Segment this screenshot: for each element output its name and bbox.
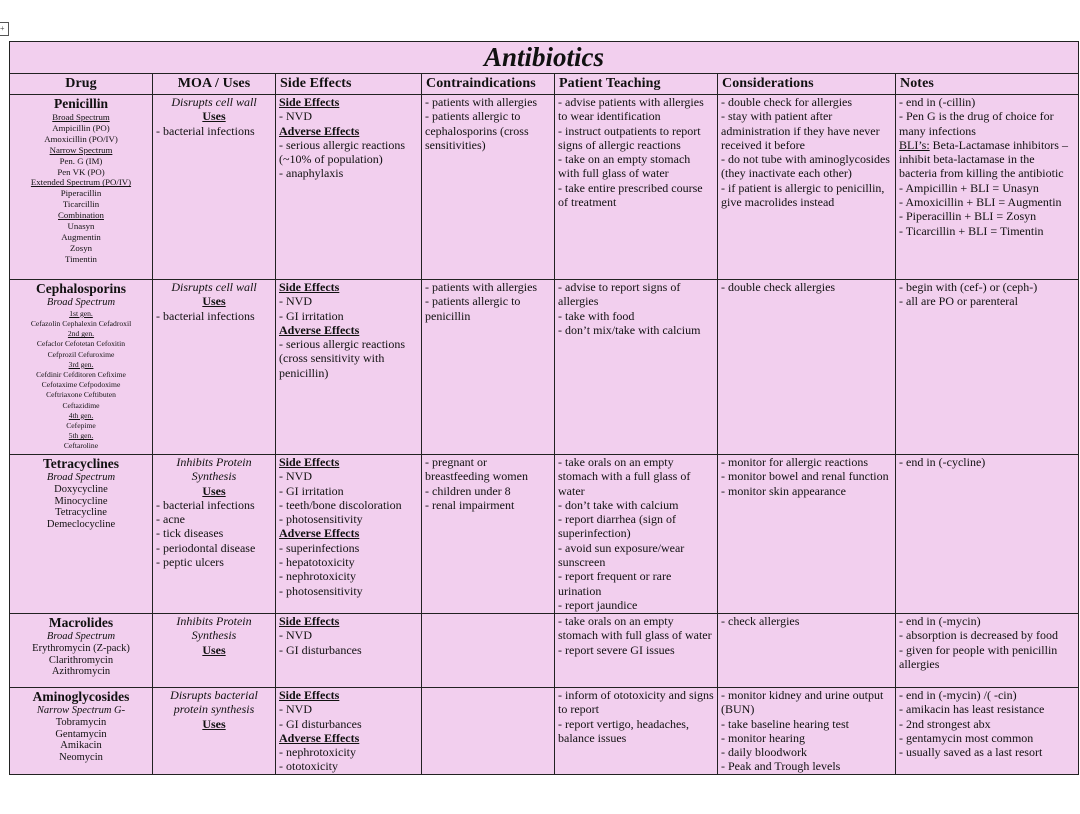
note-item: - given for people with penicillin allergies bbox=[899, 642, 1058, 671]
bli-label: BLI’s: bbox=[899, 137, 930, 152]
drug-line: 4th gen. bbox=[68, 410, 94, 420]
use-item: - tick diseases bbox=[156, 526, 224, 541]
drug-line: Piperacillin bbox=[60, 188, 102, 199]
drug-line: Clarithromycin bbox=[48, 654, 114, 666]
drug-name: Cephalosporins bbox=[35, 281, 127, 296]
teaching-item: - report diarrhea (sign of superinfection) bbox=[558, 512, 676, 541]
drug-line: Erythromycin (Z-pack) bbox=[32, 642, 130, 654]
contraindications-cell bbox=[422, 614, 555, 688]
drug-line: Doxycycline bbox=[54, 483, 108, 495]
moa-text: Disrupts cell wall bbox=[171, 280, 257, 294]
moa-uses-cell bbox=[153, 688, 276, 775]
drug-line: Narrow Spectrum bbox=[49, 144, 113, 155]
side-effect-item: - teeth/bone discoloration bbox=[279, 497, 402, 512]
note-item: - end in (-mycin) /( -cin) bbox=[899, 688, 1017, 702]
drug-line: Tobramycin bbox=[55, 716, 107, 728]
teaching-item: - take orals on an empty stomach with a full glass of water bbox=[558, 455, 691, 498]
side-effects-label: Side Effects bbox=[279, 280, 340, 294]
moa-uses-cell bbox=[153, 280, 276, 455]
note-item: - end in (-mycin) bbox=[899, 614, 981, 628]
drug-line: Ampicillin (PO) bbox=[52, 122, 110, 133]
drug-cell bbox=[10, 688, 153, 775]
use-item: - bacterial infections bbox=[156, 308, 255, 323]
consideration-item: - monitor kidney and urine output (BUN) bbox=[721, 688, 884, 717]
side-effect-item: - NVD bbox=[279, 294, 312, 309]
note-item: - absorption is decreased by food bbox=[899, 628, 1058, 643]
side-effects-label: Side Effects bbox=[279, 688, 340, 702]
drug-line: Unasyn bbox=[67, 221, 95, 232]
drug-line: Demeclocycline bbox=[46, 519, 116, 531]
teaching-item: - inform of ototoxicity and signs to report bbox=[558, 688, 714, 717]
drug-line: Minocycline bbox=[54, 495, 108, 507]
note-item: - 2nd strongest abx bbox=[899, 716, 991, 731]
drug-line: Zosyn bbox=[70, 242, 92, 253]
consideration-item: - monitor bowel and renal function bbox=[721, 469, 889, 484]
consideration-item: - check allergies bbox=[721, 614, 800, 628]
consideration-item: - if patient is allergic to penicillin, give macrolides instead bbox=[721, 180, 885, 210]
drug-line: Neomycin bbox=[59, 752, 103, 764]
adverse-effects-label: Adverse Effects bbox=[279, 730, 360, 745]
header-contraindications: Contraindications bbox=[422, 74, 555, 95]
teaching-item: - take with food bbox=[558, 308, 635, 323]
drug-line: 1st gen. bbox=[69, 308, 93, 318]
adverse-effect-item: - serious allergic reactions (cross sensitivity with penicillin) bbox=[279, 337, 406, 380]
contraindication-item: - children under 8 bbox=[425, 483, 511, 498]
note-item: - gentamycin most common bbox=[899, 730, 1034, 745]
table-row bbox=[10, 455, 1079, 614]
drug-line: Amoxicillin (PO/IV) bbox=[44, 133, 118, 144]
use-item: - acne bbox=[156, 512, 185, 527]
notes-cell bbox=[896, 280, 1079, 455]
side-effect-item: - photosensitivity bbox=[279, 512, 363, 527]
teaching-item: - instruct outpatients to report signs of allergic reactions bbox=[558, 123, 701, 152]
header-considerations: Considerations bbox=[718, 74, 896, 95]
teaching-item: - take entire prescribed course of treatment bbox=[558, 180, 703, 210]
drug-line: Azithromycin bbox=[51, 666, 111, 678]
moa-text: Inhibits Protein Synthesis bbox=[176, 614, 252, 643]
use-item: - peptic ulcers bbox=[156, 555, 224, 570]
adverse-effects-label: Adverse Effects bbox=[279, 526, 360, 541]
considerations-cell bbox=[718, 95, 896, 280]
teaching-item: - don’t take with calcium bbox=[558, 497, 679, 512]
adverse-effect-item: - photosensitivity bbox=[279, 583, 363, 598]
teaching-item: - advise patients with allergies to wear identification bbox=[558, 95, 704, 124]
moa-text: Inhibits Protein Synthesis bbox=[176, 455, 252, 484]
moa-text: Disrupts cell wall bbox=[171, 95, 257, 109]
drug-line: Cefaclor Cefotetan Cefoxitin bbox=[36, 339, 126, 349]
drug-line: Ticarcillin bbox=[62, 199, 100, 210]
drug-line: Combination bbox=[58, 210, 104, 221]
drug-line: Cefazolin Cephalexin Cefadroxil bbox=[30, 319, 132, 328]
drug-line: Broad Spectrum bbox=[52, 112, 110, 122]
moa-uses-cell bbox=[153, 95, 276, 280]
uses-label: Uses bbox=[202, 294, 226, 309]
drug-line: Timentin bbox=[65, 253, 97, 264]
note-item: - all are PO or parenteral bbox=[899, 294, 1018, 309]
table-row bbox=[10, 614, 1079, 688]
side-effect-item: - NVD bbox=[279, 702, 312, 717]
note-item: - Ampicillin + BLI = Unasyn bbox=[899, 180, 1039, 195]
header-drug: Drug bbox=[10, 74, 153, 95]
table-title-cell bbox=[10, 42, 1079, 74]
moa-text: Disrupts bacterial protein synthesis bbox=[170, 688, 258, 717]
teaching-item: - report severe GI issues bbox=[558, 642, 675, 657]
notes-cell bbox=[896, 614, 1079, 688]
contraindication-item: - patients allergic to cephalosporins (cross sensitivities) bbox=[425, 109, 529, 152]
drug-cell bbox=[10, 455, 153, 614]
drug-name: Tetracyclines bbox=[43, 456, 119, 471]
side-effect-item: - NVD bbox=[279, 469, 312, 484]
adverse-effect-item: - nephrotoxicity bbox=[279, 569, 356, 584]
drug-line: Ceftazidime bbox=[62, 400, 100, 410]
side-effect-item: - GI disturbances bbox=[279, 716, 362, 731]
table-title: Antibiotics bbox=[484, 42, 605, 72]
drug-line: Pen VK (PO) bbox=[57, 166, 105, 177]
contraindication-item: - patients allergic to penicillin bbox=[425, 294, 521, 323]
teaching-item: - take orals on an empty stomach with full glass of water bbox=[558, 614, 712, 643]
consideration-item: - take baseline hearing test bbox=[721, 716, 849, 731]
note-item: - Piperacillin + BLI = Zosyn bbox=[899, 209, 1037, 224]
consideration-item: - monitor hearing bbox=[721, 730, 805, 745]
notes-cell bbox=[896, 688, 1079, 775]
teaching-item: - report frequent or rare urination bbox=[558, 569, 672, 598]
drug-line: Narrow Spectrum G- bbox=[36, 705, 126, 716]
side-effect-item: - NVD bbox=[279, 109, 312, 124]
contraindication-item: - pregnant or breastfeeding women bbox=[425, 455, 528, 484]
drug-cell bbox=[10, 95, 153, 280]
notes-cell bbox=[896, 95, 1079, 280]
contraindication-item: - renal impairment bbox=[425, 497, 515, 512]
consideration-item: - Peak and Trough levels bbox=[721, 759, 841, 774]
side-effects-cell bbox=[276, 280, 422, 455]
note-item: - end in (-cycline) bbox=[899, 455, 986, 469]
drug-name: Macrolides bbox=[48, 615, 114, 630]
contraindications-cell bbox=[422, 688, 555, 775]
adverse-effect-item: - ototoxicity bbox=[279, 759, 338, 774]
drug-line: Ceftriaxone Ceftibuten bbox=[46, 390, 116, 400]
drug-line: Cefprozil Cefuroxime bbox=[47, 349, 115, 359]
notes-cell bbox=[896, 455, 1079, 614]
note-item: - Pen G is the drug of choice for many infections bbox=[899, 109, 1054, 138]
header-row bbox=[10, 74, 1079, 95]
side-effect-item: - NVD bbox=[279, 628, 312, 643]
header-moa-uses: MOA / Uses bbox=[153, 74, 276, 95]
side-effect-item: - GI irritation bbox=[279, 483, 344, 498]
adverse-effect-item: - superinfections bbox=[279, 540, 360, 555]
note-item: - amikacin has least resistance bbox=[899, 702, 1045, 717]
drug-line: Augmentin bbox=[61, 231, 101, 242]
drug-line: 5th gen. bbox=[68, 431, 94, 441]
drug-line: Extended Spectrum (PO/IV) bbox=[30, 177, 132, 188]
moa-uses-cell bbox=[153, 455, 276, 614]
patient-teaching-cell bbox=[555, 95, 718, 280]
adverse-effect-item: - hepatotoxicity bbox=[279, 555, 355, 570]
header-side-effects: Side Effects bbox=[276, 74, 422, 95]
teaching-item: - report vertigo, headaches, balance issues bbox=[558, 716, 689, 745]
consideration-item: - monitor skin appearance bbox=[721, 483, 846, 498]
table-row bbox=[10, 95, 1079, 280]
antibiotics-table bbox=[9, 41, 1079, 775]
patient-teaching-cell bbox=[555, 280, 718, 455]
teaching-item: - don’t mix/take with calcium bbox=[558, 322, 701, 337]
drug-line: 3rd gen. bbox=[68, 359, 94, 369]
teaching-item: - advise to report signs of allergies bbox=[558, 280, 681, 309]
header-notes: Notes bbox=[896, 74, 1079, 95]
drug-name: Penicillin bbox=[54, 96, 108, 111]
note-item: - Amoxicillin + BLI = Augmentin bbox=[899, 195, 1062, 210]
side-effect-item: - GI disturbances bbox=[279, 642, 362, 657]
considerations-cell bbox=[718, 455, 896, 614]
drug-line: Broad Spectrum bbox=[46, 297, 116, 308]
patient-teaching-cell bbox=[555, 614, 718, 688]
note-item: - end in (-cillin) bbox=[899, 95, 976, 109]
uses-label: Uses bbox=[202, 483, 226, 498]
use-item: - bacterial infections bbox=[156, 497, 255, 512]
side-effects-label: Side Effects bbox=[279, 95, 340, 109]
drug-line: Tetracycline bbox=[55, 507, 107, 519]
considerations-cell bbox=[718, 614, 896, 688]
header-patient-teaching: Patient Teaching bbox=[555, 74, 718, 95]
teaching-item: - report jaundice bbox=[558, 597, 638, 612]
teaching-item: - take on an empty stomach with full glass of water bbox=[558, 152, 691, 181]
uses-label: Uses bbox=[202, 642, 226, 657]
contraindications-cell bbox=[422, 455, 555, 614]
consideration-item: - stay with patient after administration if they have never received it before bbox=[721, 109, 880, 152]
drug-line: Ceftaroline bbox=[63, 441, 99, 451]
side-effects-cell bbox=[276, 455, 422, 614]
drug-name: Aminoglycosides bbox=[32, 689, 130, 704]
contraindication-item: - patients with allergies bbox=[425, 280, 538, 294]
moa-uses-cell bbox=[153, 614, 276, 688]
consideration-item: - double check for allergies bbox=[721, 95, 853, 109]
adverse-effect-item: - serious allergic reactions (~10% of population) bbox=[279, 137, 406, 167]
contraindications-cell bbox=[422, 280, 555, 455]
consideration-item: - do not tube with aminoglycosides (they inactivate each other) bbox=[721, 152, 890, 181]
drug-line: Broad Spectrum bbox=[46, 472, 116, 483]
drug-line: Broad Spectrum bbox=[46, 631, 116, 642]
drug-cell bbox=[10, 614, 153, 688]
side-effects-cell bbox=[276, 614, 422, 688]
side-effects-cell bbox=[276, 688, 422, 775]
note-bli bbox=[899, 138, 1075, 181]
side-effects-cell bbox=[276, 95, 422, 280]
drug-line: Cefotaxime Cefpodoxime bbox=[41, 380, 121, 390]
title-row bbox=[10, 42, 1079, 74]
drug-line: Pen. G (IM) bbox=[59, 155, 103, 166]
adverse-effects-label: Adverse Effects bbox=[279, 123, 360, 138]
teaching-item: - avoid sun exposure/wear sunscreen bbox=[558, 540, 685, 570]
consideration-item: - daily bloodwork bbox=[721, 745, 807, 760]
drug-line: 2nd gen. bbox=[67, 329, 95, 339]
drug-line: Cefdinir Cefditoren Cefixime bbox=[36, 370, 126, 380]
use-item: - periodontal disease bbox=[156, 540, 256, 555]
patient-teaching-cell bbox=[555, 688, 718, 775]
considerations-cell bbox=[718, 280, 896, 455]
adverse-effect-item: - nephrotoxicity bbox=[279, 745, 356, 760]
adverse-effects-label: Adverse Effects bbox=[279, 322, 360, 337]
note-item: - begin with (cef-) or (ceph-) bbox=[899, 280, 1038, 294]
patient-teaching-cell bbox=[555, 455, 718, 614]
drug-line: Gentamycin bbox=[55, 728, 107, 740]
adverse-effect-item: - anaphylaxis bbox=[279, 166, 344, 181]
use-item: - bacterial infections bbox=[156, 123, 255, 138]
side-effect-item: - GI irritation bbox=[279, 308, 344, 323]
drug-line: Amikacin bbox=[60, 740, 102, 752]
note-item: - Ticarcillin + BLI = Timentin bbox=[899, 223, 1044, 238]
uses-label: Uses bbox=[202, 716, 226, 731]
contraindications-cell bbox=[422, 95, 555, 280]
side-effects-label: Side Effects bbox=[279, 455, 340, 469]
contraindication-item: - patients with allergies bbox=[425, 95, 538, 109]
considerations-cell bbox=[718, 688, 896, 775]
table-row bbox=[10, 280, 1079, 455]
bli-text: Beta-Lactamase inhibitors – inhibit beta-lactamase in the bacteria from killing the antibiotic bbox=[899, 137, 1068, 181]
table-body bbox=[10, 95, 1079, 775]
drug-line: Cefepime bbox=[66, 421, 96, 431]
consideration-item: - double check allergies bbox=[721, 280, 836, 294]
consideration-item: - monitor for allergic reactions bbox=[721, 455, 869, 469]
uses-label: Uses bbox=[202, 109, 226, 124]
table-row bbox=[10, 688, 1079, 775]
side-effects-label: Side Effects bbox=[279, 614, 340, 628]
page-marker-icon: + bbox=[0, 22, 9, 36]
drug-cell bbox=[10, 280, 153, 455]
note-item: - usually saved as a last resort bbox=[899, 745, 1043, 760]
